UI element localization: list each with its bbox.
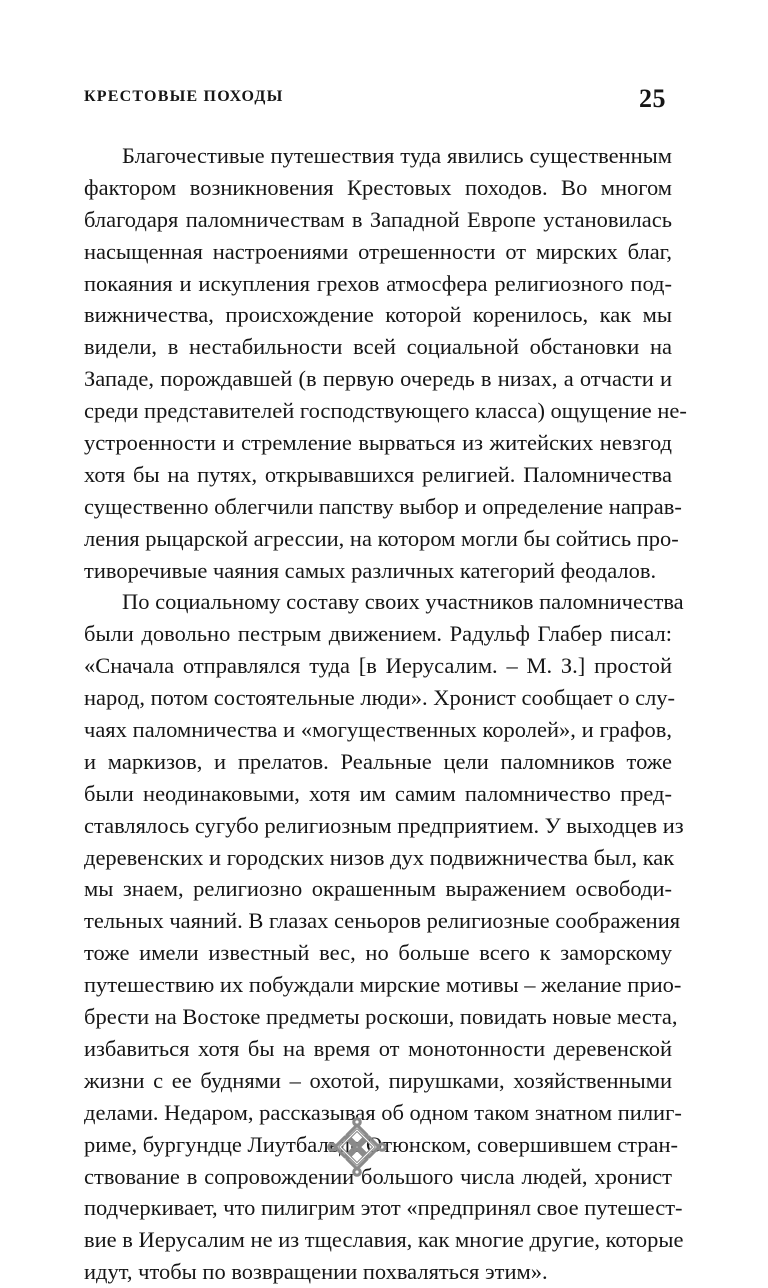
text-line: были неодинаковыми, хотя им самим паломничество пред- [84, 780, 672, 806]
text-line: народ, потом состоятельные люди». Хронист сообщает о слу- [84, 685, 676, 711]
celtic-knot-icon [326, 1116, 388, 1178]
text-line: ления рыцарской агрессии, на котором могли бы сойтись про- [84, 525, 679, 551]
paragraph [84, 140, 687, 586]
page-number: 25 [639, 84, 666, 113]
text-line: Западе, порождавшей (в первую очередь в низах, а отчасти и [84, 366, 672, 392]
text-line: делами. Недаром, рассказывая об одном таком знатном пилиг- [84, 1099, 682, 1125]
text-line: фактором возникновения Крестовых походов. Во многом [84, 174, 672, 200]
paragraph [84, 586, 684, 1288]
text-line: тиворечивые чаяния самых различных категорий феодалов. [84, 557, 657, 583]
text-line: брести на Востоке предметы роскоши, повидать новые места, [84, 1004, 678, 1030]
text-line: тельных чаяний. В глазах сеньоров религиозные соображения [84, 908, 681, 934]
text-line: видели, в нестабильности всей социальной обстановки на [84, 334, 672, 360]
text-line: и маркизов, и прелатов. Реальные цели паломников тоже [84, 748, 672, 774]
text-line: существенно облегчили папству выбор и определение направ- [84, 493, 682, 519]
text-line: деревенских и городских низов дух подвижничества был, как [84, 844, 675, 870]
text-line: хотя бы на путях, открывавшихся религией. Паломничества [84, 461, 672, 487]
text-line: Благочестивые путешествия туда явились существенным [122, 143, 672, 168]
text-line: По социальному составу своих участников паломничества [122, 589, 684, 615]
running-title: КРЕСТОВЫЕ ПОХОДЫ [84, 88, 284, 105]
text-line: насыщенная настроениями отрешенности от мирских благ, [84, 238, 672, 264]
text-line: мы знаем, религиозно окрашенным выражением освободи- [84, 876, 672, 902]
text-line: идут, чтобы по возвращении похваляться этим». [84, 1259, 548, 1285]
text-line: «Сначала отправлялся туда [в Иерусалим. – М. З.] простой [84, 653, 672, 679]
text-line: покаяния и искупления грехов атмосфера религиозного под- [84, 270, 672, 296]
text-line: чаях паломничества и «могущественных королей», и графов, [84, 717, 672, 743]
text-line: ставлялось сугубо религиозным предприятием. У выходцев из [84, 812, 684, 838]
text-line: путешествию их побуждали мирские мотивы – желание прио- [84, 972, 682, 998]
text-line: риме, бургундце Лиутбальде Отюнском, совершившем стран- [84, 1131, 679, 1157]
text-line: вижничества, происхождение которой коренилось, как мы [84, 302, 672, 328]
text-line: среди представителей господствующего класса) ощущение не- [84, 398, 687, 424]
text-line: благодаря паломничествам в Западной Европе установилась [84, 206, 672, 232]
text-line: устроенности и стремление вырваться из житейских невзгод [84, 430, 672, 456]
text-line: ствование в сопровождении большого числа людей, хронист [84, 1163, 672, 1189]
text-line: тоже имели известный вес, но больше всего к заморскому [84, 940, 672, 966]
text-line: были довольно пестрым движением. Радульф Глабер писал: [84, 621, 672, 647]
text-line: жизни с ее буднями – охотой, пирушками, хозяйственными [84, 1067, 672, 1093]
text-line: избавиться хотя бы на время от монотонности деревенской [84, 1035, 672, 1061]
text-line: подчеркивает, что пилигрим этот «предпринял свое путешест- [84, 1195, 683, 1221]
text-line: вие в Иерусалим не из тщеславия, как многие другие, которые [84, 1227, 684, 1253]
